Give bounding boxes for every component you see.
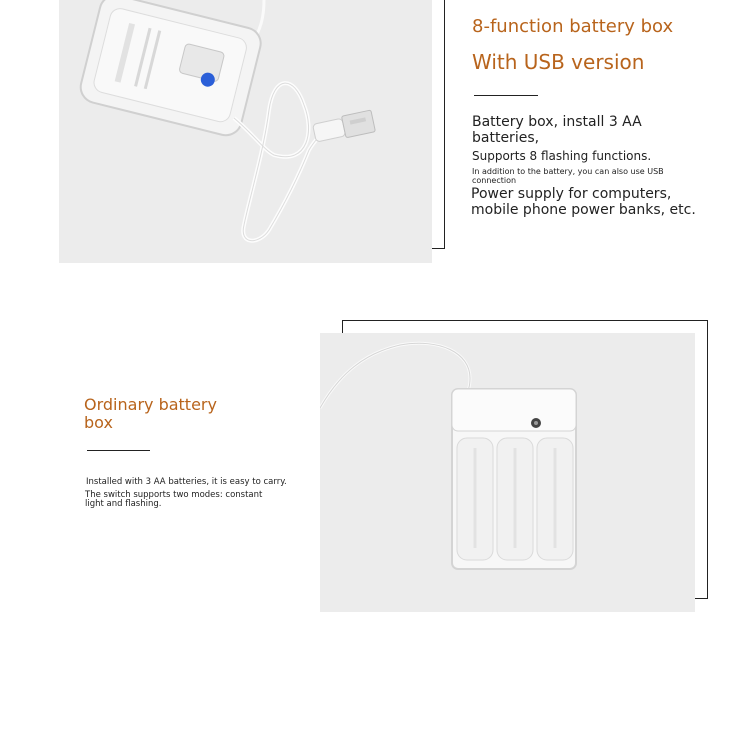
ordinary-frame-right bbox=[707, 320, 708, 599]
usb-divider bbox=[474, 95, 538, 96]
usb-desc-line3b: connection bbox=[472, 176, 517, 185]
usb-battery-box-photo bbox=[59, 0, 432, 263]
ordinary-divider bbox=[87, 450, 150, 451]
usb-box-subtitle: With USB version bbox=[472, 50, 645, 74]
usb-frame-vertical bbox=[444, 0, 445, 249]
ordinary-desc-line2b: light and flashing. bbox=[85, 499, 162, 509]
ordinary-frame-top bbox=[342, 320, 708, 321]
ordinary-battery-box-photo bbox=[320, 333, 695, 612]
usb-battery-box-illustration bbox=[59, 0, 432, 263]
usb-desc-line1b: batteries, bbox=[472, 130, 540, 146]
usb-box-title: 8-function battery box bbox=[472, 16, 674, 37]
usb-desc-line3a: In addition to the battery, you can also use USB bbox=[472, 167, 664, 176]
ordinary-frame-left bbox=[342, 320, 343, 334]
usb-desc-line1a: Battery box, install 3 AA bbox=[472, 114, 642, 130]
usb-frame-bottom bbox=[432, 248, 445, 249]
usb-desc-line2: Supports 8 flashing functions. bbox=[472, 149, 652, 163]
ordinary-box-title-b: box bbox=[84, 413, 113, 432]
ordinary-box-title-a: Ordinary battery bbox=[84, 395, 217, 414]
ordinary-frame-bottom bbox=[695, 598, 708, 599]
usb-desc-line4a: Power supply for computers, bbox=[471, 186, 672, 202]
ordinary-desc-line1: Installed with 3 AA batteries, it is easy to carry. bbox=[86, 477, 287, 487]
ordinary-desc-line2a: The switch supports two modes: constant bbox=[85, 490, 263, 500]
usb-desc-line4b: mobile phone power banks, etc. bbox=[471, 202, 696, 218]
ordinary-battery-box-illustration bbox=[320, 333, 695, 612]
